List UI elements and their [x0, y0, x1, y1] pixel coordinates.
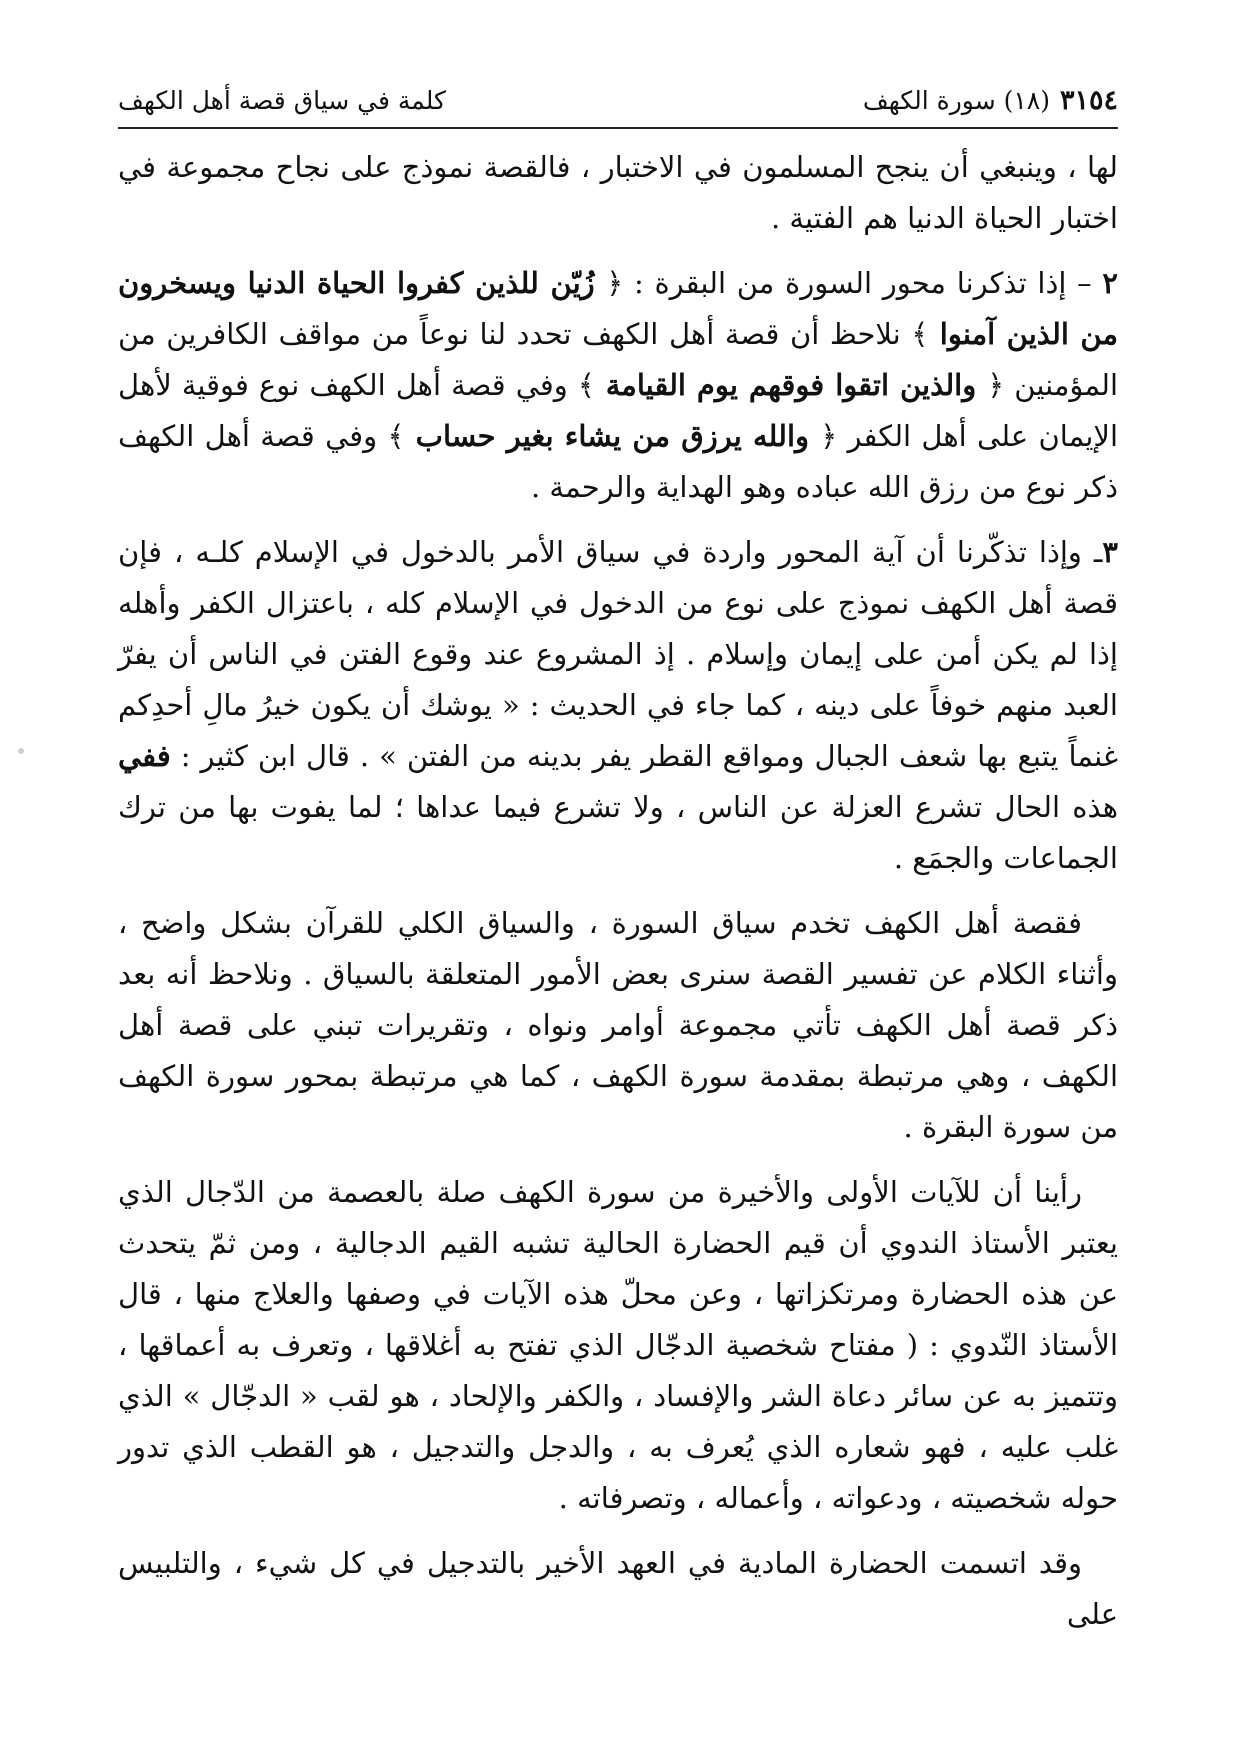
paragraph-4 — [118, 898, 1118, 1153]
paragraph-5-text: رأينا أن للآيات الأولى والأخيرة من سورة الكهف صلة بالعصمة من الدّجال الذي يعتبر الأستاذ الندوي أن قيم الحضارة الحالية تشبه القيم الدجالية ، ومن ثمّ يتحدث عن هذه الحضارة ومرتكزاتها ، وعن محلّ هذه الآيات في وصفها والعلاج منها ، قال الأستاذ النّدوي : ( مفتاح شخصية الدجّال الذي تفتح به أغلاقها ، وتعرف به أعماقها ، وتتميز به عن سائر دعاة الشر والإفساد ، والكفر والإلحاد ، هو لقب « الدجّال » الذي غلب عليه ، فهو شعاره الذي يُعرف به ، والدجل والتدجيل ، هو القطب الذي تدور حوله شخصيته ، ودعواته ، وأعماله ، وتصرفاته . — [118, 1175, 1118, 1515]
point-number-2: ٢ — [1102, 266, 1118, 300]
quran-bracket-close-icon: ﴾ — [577, 368, 595, 402]
header-right — [863, 85, 1118, 116]
point-number-3: ٣ — [1102, 535, 1118, 569]
p3-bold-word: ففي — [118, 739, 171, 773]
p3-text-2: هذه الحال تشرع العزلة عن الناس ، ولا تشرع فيما عداها ؛ لما يفوت بها من ترك الجماعات والجمَع . — [118, 790, 1118, 875]
quran-bracket-open-icon: ﴿ — [606, 266, 624, 300]
paragraph-3 — [118, 527, 1118, 884]
quran-verse-2: والذين اتقوا فوقهم يوم القيامة — [594, 368, 988, 402]
p2-text-2: نلاحظ أن قصة أهل الكهف تحدد لنا نوعاً من مواقف الكافرين من المؤمنين — [118, 317, 1119, 402]
quran-bracket-open-icon: ﴿ — [820, 419, 838, 453]
surah-reference: (١٨) سورة الكهف — [862, 85, 1050, 115]
quran-verse-1: زُيّن للذين كفروا الحياة الدنيا ويسخرون من الذين آمنوا — [118, 266, 1118, 351]
quran-bracket-close-icon: ﴾ — [387, 419, 405, 453]
paragraph-6-text: وقد اتسمت الحضارة المادية في العهد الأخير بالتدجيل في كل شيء ، والتلبيس على — [118, 1546, 1118, 1631]
header-divider — [118, 127, 1118, 129]
page-number: ٣١٥٤ — [1059, 84, 1118, 116]
page-header — [118, 80, 1118, 120]
p3-text-1: ـ وإذا تذكّرنا أن آية المحور واردة في سياق الأمر بالدخول في الإسلام كلـه ، فإن قصة أهل الكهف نموذج على نوع من الدخول في الإسلام كله ، باعتزال الكفر وأهله إذا لم يكن أمن على إيمان وإسلام . إذ المشروع عند وقوع الفتن في الناس أن يفرّ العبد منهم خوفاً على دينه ، كما جاء في الحديث : « يوشك أن يكون خيرُ مالِ أحدِكم غنماً يتبع بها شعف الجبال ومواقع القطر يفر بدينه من الفتن » . قال ابن كثير : — [118, 535, 1118, 773]
quran-bracket-open-icon: ﴿ — [987, 368, 1005, 402]
p2-text-1: – إذا تذكرنا محور السورة من البقرة : — [623, 266, 1103, 300]
paragraph-4-text: فقصة أهل الكهف تخدم سياق السورة ، والسياق الكلي للقرآن بشكل واضح ، وأثناء الكلام عن تفسير القصة سنرى بعض الأمور المتعلقة بالسياق . ونلاحظ أنه بعد ذكر قصة أهل الكهف تأتي مجموعة أوامر ونواه ، وتقريرات تبني على قصة أهل الكهف ، وهي مرتبطة بمقدمة سورة الكهف ، كما هي مرتبطة بمحور سورة الكهف من سورة البقرة . — [118, 906, 1118, 1144]
paragraph-5 — [118, 1167, 1118, 1524]
paragraph-1 — [118, 142, 1118, 244]
paragraph-1-text: لها ، وينبغي أن ينجح المسلمون في الاختبار ، فالقصة نموذج على نجاح مجموعة في اختبار الحياة الدنيا هم الفتية . — [118, 150, 1118, 235]
section-title: كلمة في سياق قصة أهل الكهف — [118, 85, 446, 115]
quran-verse-3: والله يرزق من يشاء بغير حساب — [404, 419, 821, 453]
p2-text-4: وفي قصة أهل الكهف ذكر نوع من رزق الله عباده وهو الهداية والرحمة . — [118, 419, 1118, 504]
quran-bracket-close-icon: ﴾ — [911, 317, 929, 351]
paragraph-6 — [118, 1538, 1118, 1640]
paragraph-2 — [118, 258, 1118, 513]
margin-dot — [18, 748, 24, 754]
p2-text-3: وفي قصة أهل الكهف نوع فوقية لأهل الإيمان على أهل الكفر — [118, 368, 1119, 453]
page-body — [118, 142, 1118, 1654]
